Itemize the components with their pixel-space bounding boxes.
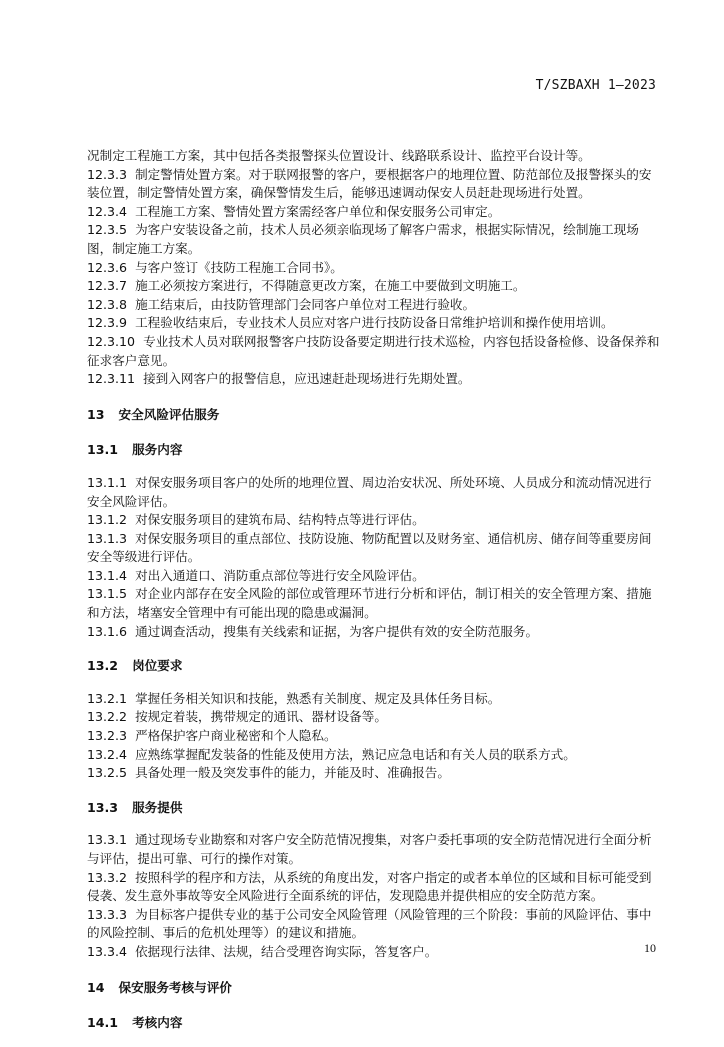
clause-number: 13.2.4	[87, 746, 128, 762]
clause-paragraph	[87, 530, 663, 567]
clause-paragraph	[87, 623, 663, 642]
clause-text: 按照科学的程序和方法，从系统的角度出发，对客户指定的或者本单位的区域和目标可能受到侵袭、发生意外事故等安全风险进行全面系统的评估，发现隐患并提供相应的安全防范方案。	[87, 869, 652, 904]
clause-paragraph	[87, 831, 663, 868]
clause-text: 施工结束后，由技防管理部门会同客户单位对工程进行验收。	[135, 296, 476, 312]
clause-text: 保安服务考核与评价	[118, 979, 232, 995]
clause-number: 13.1.2	[87, 512, 128, 528]
clause-text: 况制定工程施工方案，其中包括各类报警探头位置设计、线路联系设计、监控平台设计等。	[87, 148, 591, 163]
clause-text: 制定警情处置方案。对于联网报警的客户，要根据客户的地理位置、防范部位及报警探头的安装位置，制定警情处置方案，确保警情发生后，能够迅速调动保安人员赶赴现场进行处置。	[87, 166, 652, 201]
clause-paragraph	[87, 203, 663, 222]
clause-text: 对保安服务项目客户的处所的地理位置、周边治安状况、所处环境、人员成分和流动情况进行安全风险评估。	[87, 474, 652, 509]
clause-number: 13.3.3	[87, 906, 128, 922]
clause-text: 对保安服务项目的建筑布局、结构特点等进行评估。	[135, 512, 425, 528]
clause-number: 12.3.9	[87, 315, 128, 331]
clause-paragraph	[87, 585, 663, 622]
clause-number: 12.3.3	[87, 166, 128, 182]
clause-text: 应熟练掌握配发装备的性能及使用方法，熟记应急电话和有关人员的联系方式。	[135, 746, 576, 762]
clause-paragraph	[87, 746, 663, 765]
clause-number: 13.1	[87, 442, 119, 458]
clause-text: 对保安服务项目的重点部位、技防设施、物防配置以及财务室、通信机房、储存间等重要房间安全等级进行评估。	[87, 530, 652, 565]
clause-number: 13.3	[87, 799, 119, 815]
document-code: T/SZBAXH 1—2023	[535, 78, 656, 93]
subsection-heading	[87, 799, 663, 818]
clause-paragraph	[87, 474, 663, 511]
clause-number: 12.3.11	[87, 371, 136, 387]
clause-paragraph	[87, 370, 663, 389]
clause-number: 12.3.5	[87, 222, 128, 238]
clause-number: 13.1.1	[87, 474, 128, 490]
clause-text: 掌握任务相关知识和技能，熟悉有关制度、规定及具体任务目标。	[135, 690, 501, 706]
clause-paragraph	[87, 221, 663, 258]
clause-text: 按规定着装，携带规定的通讯、器材设备等。	[135, 709, 387, 725]
clause-paragraph	[87, 708, 663, 727]
clause-paragraph	[87, 943, 663, 962]
clause-paragraph	[87, 727, 663, 746]
clause-text: 严格保护客户商业秘密和个人隐私。	[135, 728, 337, 744]
clause-text: 考核内容	[132, 1015, 183, 1031]
clause-paragraph	[87, 296, 663, 315]
clause-paragraph	[87, 147, 663, 166]
section-heading	[87, 979, 663, 998]
document-body	[87, 147, 663, 1047]
clause-number: 12.3.10	[87, 333, 136, 349]
clause-paragraph	[87, 511, 663, 530]
subsection-heading	[87, 441, 663, 460]
clause-number: 13.3.1	[87, 832, 128, 848]
clause-text: 工程验收结束后，专业技术人员应对客户进行技防设备日常维护培训和操作使用培训。	[135, 315, 614, 331]
clause-number: 13.2	[87, 658, 119, 674]
clause-paragraph	[87, 277, 663, 296]
clause-paragraph	[87, 764, 663, 783]
clause-paragraph	[87, 567, 663, 586]
clause-text: 工程施工方案、警情处置方案需经客户单位和保安服务公司审定。	[135, 203, 501, 219]
section-heading	[87, 406, 663, 425]
clause-number: 13.1.5	[87, 586, 128, 602]
clause-text: 为目标客户提供专业的基于公司安全风险管理（风险管理的三个阶段：事前的风险评估、事中的风险控制、事后的危机处理等）的建议和措施。	[87, 906, 652, 941]
clause-number: 13.2.2	[87, 709, 128, 725]
subsection-heading	[87, 657, 663, 676]
clause-number: 13.2.3	[87, 728, 128, 744]
clause-text: 服务提供	[132, 799, 183, 815]
clause-paragraph	[87, 333, 663, 370]
clause-text: 对出入通道口、消防重点部位等进行安全风险评估。	[135, 567, 425, 583]
clause-number: 13	[87, 406, 105, 422]
clause-number: 13.3.2	[87, 869, 128, 885]
clause-paragraph	[87, 690, 663, 709]
clause-number: 12.3.4	[87, 203, 128, 219]
clause-number: 13.1.3	[87, 530, 128, 546]
clause-number: 13.3.4	[87, 943, 128, 959]
clause-text: 依据现行法律、法规，结合受理咨询实际，答复客户。	[135, 943, 438, 959]
clause-number: 13.1.6	[87, 623, 128, 639]
clause-paragraph	[87, 869, 663, 906]
clause-number: 13.1.4	[87, 567, 128, 583]
clause-text: 通过现场专业勘察和对客户安全防范情况搜集，对客户委托事项的安全防范情况进行全面分析与评估，提出可靠、可行的操作对策。	[87, 832, 652, 866]
page-number: 10	[644, 941, 656, 955]
clause-text: 为客户安装设备之前，技术人员必须亲临现场了解客户需求，根据实际情况，绘制施工现场图，制定施工方案。	[87, 222, 639, 256]
clause-paragraph	[87, 314, 663, 333]
clause-text: 具备处理一般及突发事件的能力，并能及时、准确报告。	[135, 765, 450, 781]
clause-number: 12.3.7	[87, 278, 128, 294]
clause-text: 通过调查活动，搜集有关线索和证据，为客户提供有效的安全防范服务。	[135, 623, 539, 639]
subsection-heading	[87, 1014, 663, 1033]
clause-text: 对企业内部存在安全风险的部位或管理环节进行分析和评估，制订相关的安全管理方案、措施和方法，堵塞安全管理中有可能出现的隐患或漏洞。	[87, 586, 652, 621]
clause-text: 安全风险评估服务	[118, 406, 220, 422]
clause-number: 14.1	[87, 1015, 119, 1031]
clause-text: 施工必须按方案进行，不得随意更改方案，在施工中要做到文明施工。	[135, 278, 526, 294]
clause-text: 与客户签订《技防工程施工合同书》。	[135, 259, 343, 275]
clause-paragraph	[87, 906, 663, 943]
clause-number: 13.2.5	[87, 765, 128, 781]
clause-text: 接到入网客户的报警信息，应迅速赶赴现场进行先期处置。	[143, 371, 471, 387]
clause-number: 12.3.6	[87, 259, 128, 275]
clause-paragraph	[87, 166, 663, 203]
clause-number: 12.3.8	[87, 296, 128, 312]
clause-number: 13.2.1	[87, 690, 128, 706]
clause-paragraph	[87, 259, 663, 278]
clause-text: 专业技术人员对联网报警客户技防设备要定期进行技术巡检，内容包括设备检修、设备保养和征求客户意见。	[87, 333, 660, 368]
clause-text: 岗位要求	[132, 658, 183, 674]
clause-text: 服务内容	[132, 442, 183, 458]
clause-number: 14	[87, 979, 105, 995]
